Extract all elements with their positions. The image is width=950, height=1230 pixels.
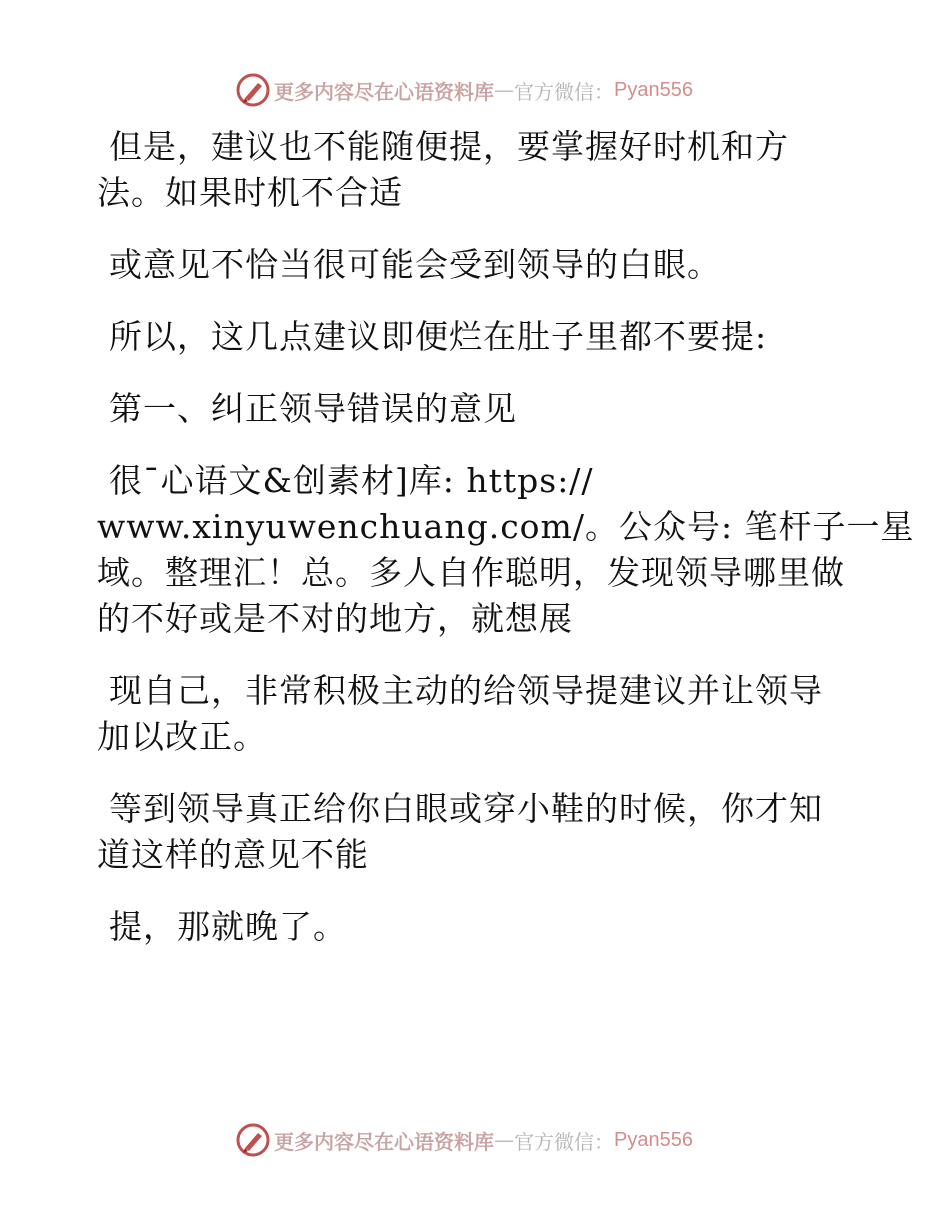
header-wechat-id: Pyan556 [614, 78, 693, 101]
pen-logo-icon [236, 1123, 270, 1157]
text-line: 但是，建议也不能随便提，要掌握好时机和方 [109, 127, 789, 166]
footer-wechat-label: 官方微信： [514, 1129, 614, 1154]
text-line: 现自己，非常积极主动的给领导提建议并让领导 [109, 671, 823, 710]
text-line: 或意见不恰当很可能会受到领导的白眼。 [109, 245, 721, 284]
text-line: 提，那就晚了。 [109, 907, 347, 946]
footer-wechat-id: Pyan556 [614, 1128, 693, 1151]
text-line: 所以，这几点建议即便烂在肚子里都不要提: [109, 317, 768, 356]
footer-separator: — [494, 1128, 514, 1152]
paragraph [97, 786, 897, 878]
header-separator: — [494, 78, 514, 102]
pen-logo-icon [236, 73, 270, 107]
text-line: 第一、纠正领导错误的意见 [109, 389, 517, 428]
footer-site-text: 更多内容尽在心语资料库 [274, 1129, 494, 1154]
paragraph [97, 458, 915, 642]
text-line: 很¯心语文&创素材]库: https:// [109, 461, 594, 500]
text-line: 域。整理汇！总。多人自作聪明，发现领导哪里做 [97, 553, 845, 592]
paragraph [97, 314, 897, 360]
text-line: 道这样的意见不能 [97, 835, 369, 874]
text-line: www.xinyuwenchuang.com/。公众号: 笔杆子一星 [97, 507, 915, 546]
paragraph [97, 124, 897, 216]
header-site-text: 更多内容尽在心语资料库 [274, 79, 494, 104]
text-line: 加以改正。 [97, 717, 267, 756]
paragraph [97, 242, 897, 288]
document-body [97, 124, 915, 976]
header-wechat-label: 官方微信： [514, 79, 614, 104]
section-heading [97, 386, 897, 432]
text-line: 的不好或是不对的地方，就想展 [97, 599, 573, 638]
text-line: 法。如果时机不合适 [97, 173, 403, 212]
paragraph [97, 668, 897, 760]
header-banner [236, 72, 693, 108]
paragraph [97, 904, 897, 950]
text-line: 等到领导真正给你白眼或穿小鞋的时候，你才知 [109, 789, 823, 828]
footer-banner [236, 1122, 693, 1158]
